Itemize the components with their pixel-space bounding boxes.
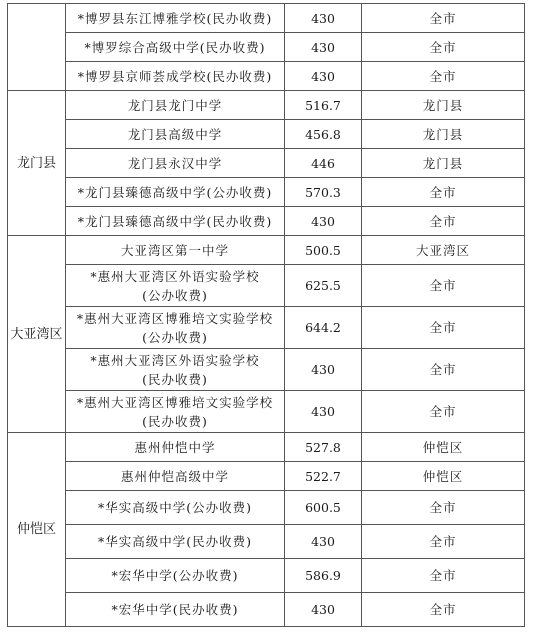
score-cell: 430	[285, 391, 362, 433]
table-row	[8, 391, 525, 433]
enrollment-area-cell: 全市	[362, 265, 525, 307]
table-row	[8, 462, 525, 491]
enrollment-area-cell: 全市	[362, 525, 525, 559]
enrollment-area-cell: 仲恺区	[362, 433, 525, 462]
school-name-line: *惠州大亚湾区外语实验学校	[90, 352, 260, 368]
school-name-line: *博罗县京师荟成学校(民办收费)	[77, 68, 273, 84]
school-name-line: *宏华中学(民办收费)	[111, 602, 239, 617]
score-cell: 625.5	[285, 265, 362, 307]
score-cell: 430	[285, 33, 362, 62]
school-name-line: *龙门县臻德高级中学(公办收费)	[77, 184, 273, 200]
score-cell: 430	[285, 349, 362, 391]
enrollment-area-cell: 全市	[362, 559, 525, 593]
school-name-cell	[66, 207, 285, 236]
school-name-line: *宏华中学(公办收费)	[111, 568, 239, 583]
school-name-line: 龙门县高级中学	[127, 126, 223, 142]
score-cell: 456.8	[285, 120, 362, 149]
admission-score-table	[7, 3, 525, 627]
score-cell: 446	[285, 149, 362, 178]
enrollment-area-cell: 全市	[362, 307, 525, 349]
school-name-cell	[66, 178, 285, 207]
school-name-line: *华实高级中学(民办收费)	[97, 534, 252, 549]
table-row	[8, 559, 525, 593]
table-row	[8, 491, 525, 525]
school-name-cell	[66, 4, 285, 33]
school-name-line: (民办收费)	[142, 371, 208, 387]
score-cell: 516.7	[285, 91, 362, 120]
school-name-cell	[66, 491, 285, 525]
table-row	[8, 33, 525, 62]
school-name-line: *惠州大亚湾区外语实验学校	[90, 268, 260, 284]
score-cell: 522.7	[285, 462, 362, 491]
table-row	[8, 236, 525, 265]
table-row	[8, 525, 525, 559]
school-name-cell	[66, 91, 285, 120]
score-cell: 430	[285, 4, 362, 33]
score-cell: 500.5	[285, 236, 362, 265]
table-row	[8, 265, 525, 307]
school-name-cell	[66, 265, 285, 307]
school-name-line: 龙门县龙门中学	[127, 97, 223, 113]
enrollment-area-cell: 龙门县	[362, 91, 525, 120]
school-name-cell	[66, 433, 285, 462]
enrollment-area-cell: 大亚湾区	[362, 236, 525, 265]
school-name-line: *博罗县东江博雅学校(民办收费)	[77, 10, 273, 26]
school-name-cell	[66, 149, 285, 178]
table-row	[8, 62, 525, 91]
score-cell: 430	[285, 62, 362, 91]
enrollment-area-cell: 全市	[362, 33, 525, 62]
table-row	[8, 178, 525, 207]
table-row	[8, 120, 525, 149]
school-name-line: *惠州大亚湾区博雅培文实验学校	[76, 394, 274, 410]
school-name-line: *惠州大亚湾区博雅培文实验学校	[76, 310, 274, 326]
school-name-line: 惠州仲恺中学	[134, 439, 216, 455]
score-cell: 586.9	[285, 559, 362, 593]
enrollment-area-cell: 仲恺区	[362, 462, 525, 491]
school-name-line: (公办收费)	[142, 329, 208, 345]
table-row	[8, 207, 525, 236]
school-name-line: (公办收费)	[142, 287, 208, 303]
school-name-line: *博罗综合高级中学(民办收费)	[84, 39, 266, 55]
school-name-cell	[66, 307, 285, 349]
enrollment-area-cell: 全市	[362, 62, 525, 91]
table-row	[8, 593, 525, 627]
table-row	[8, 349, 525, 391]
enrollment-area-cell: 全市	[362, 349, 525, 391]
enrollment-area-cell: 全市	[362, 207, 525, 236]
score-cell: 527.8	[285, 433, 362, 462]
district-cell: 龙门县	[8, 91, 66, 236]
district-cell: 大亚湾区	[8, 236, 66, 433]
school-name-line: *龙门县臻德高级中学(民办收费)	[77, 213, 273, 229]
school-name-line: 大亚湾区第一中学	[120, 242, 229, 258]
table-row	[8, 4, 525, 33]
school-name-cell	[66, 525, 285, 559]
district-cell: 仲恺区	[8, 433, 66, 627]
score-cell: 430	[285, 593, 362, 627]
school-name-cell	[66, 593, 285, 627]
table-row	[8, 91, 525, 120]
school-name-cell	[66, 236, 285, 265]
enrollment-area-cell: 龙门县	[362, 149, 525, 178]
district-cell	[8, 4, 66, 91]
school-name-line: 龙门县永汉中学	[127, 155, 223, 171]
school-name-line: 惠州仲恺高级中学	[120, 468, 229, 484]
school-name-cell	[66, 559, 285, 593]
score-cell: 430	[285, 525, 362, 559]
enrollment-area-cell: 全市	[362, 4, 525, 33]
enrollment-area-cell: 龙门县	[362, 120, 525, 149]
table-row	[8, 433, 525, 462]
school-name-cell	[66, 62, 285, 91]
score-cell: 570.3	[285, 178, 362, 207]
school-name-line: (民办收费)	[142, 413, 208, 429]
enrollment-area-cell: 全市	[362, 178, 525, 207]
score-cell: 644.2	[285, 307, 362, 349]
school-name-cell	[66, 462, 285, 491]
enrollment-area-cell: 全市	[362, 391, 525, 433]
school-name-cell	[66, 120, 285, 149]
enrollment-area-cell: 全市	[362, 491, 525, 525]
enrollment-area-cell: 全市	[362, 593, 525, 627]
score-cell: 600.5	[285, 491, 362, 525]
table-row	[8, 149, 525, 178]
table-row	[8, 307, 525, 349]
school-name-cell	[66, 391, 285, 433]
school-name-cell	[66, 33, 285, 62]
table-body	[8, 4, 525, 627]
school-name-line: *华实高级中学(公办收费)	[97, 500, 252, 515]
score-cell: 430	[285, 207, 362, 236]
school-name-cell	[66, 349, 285, 391]
